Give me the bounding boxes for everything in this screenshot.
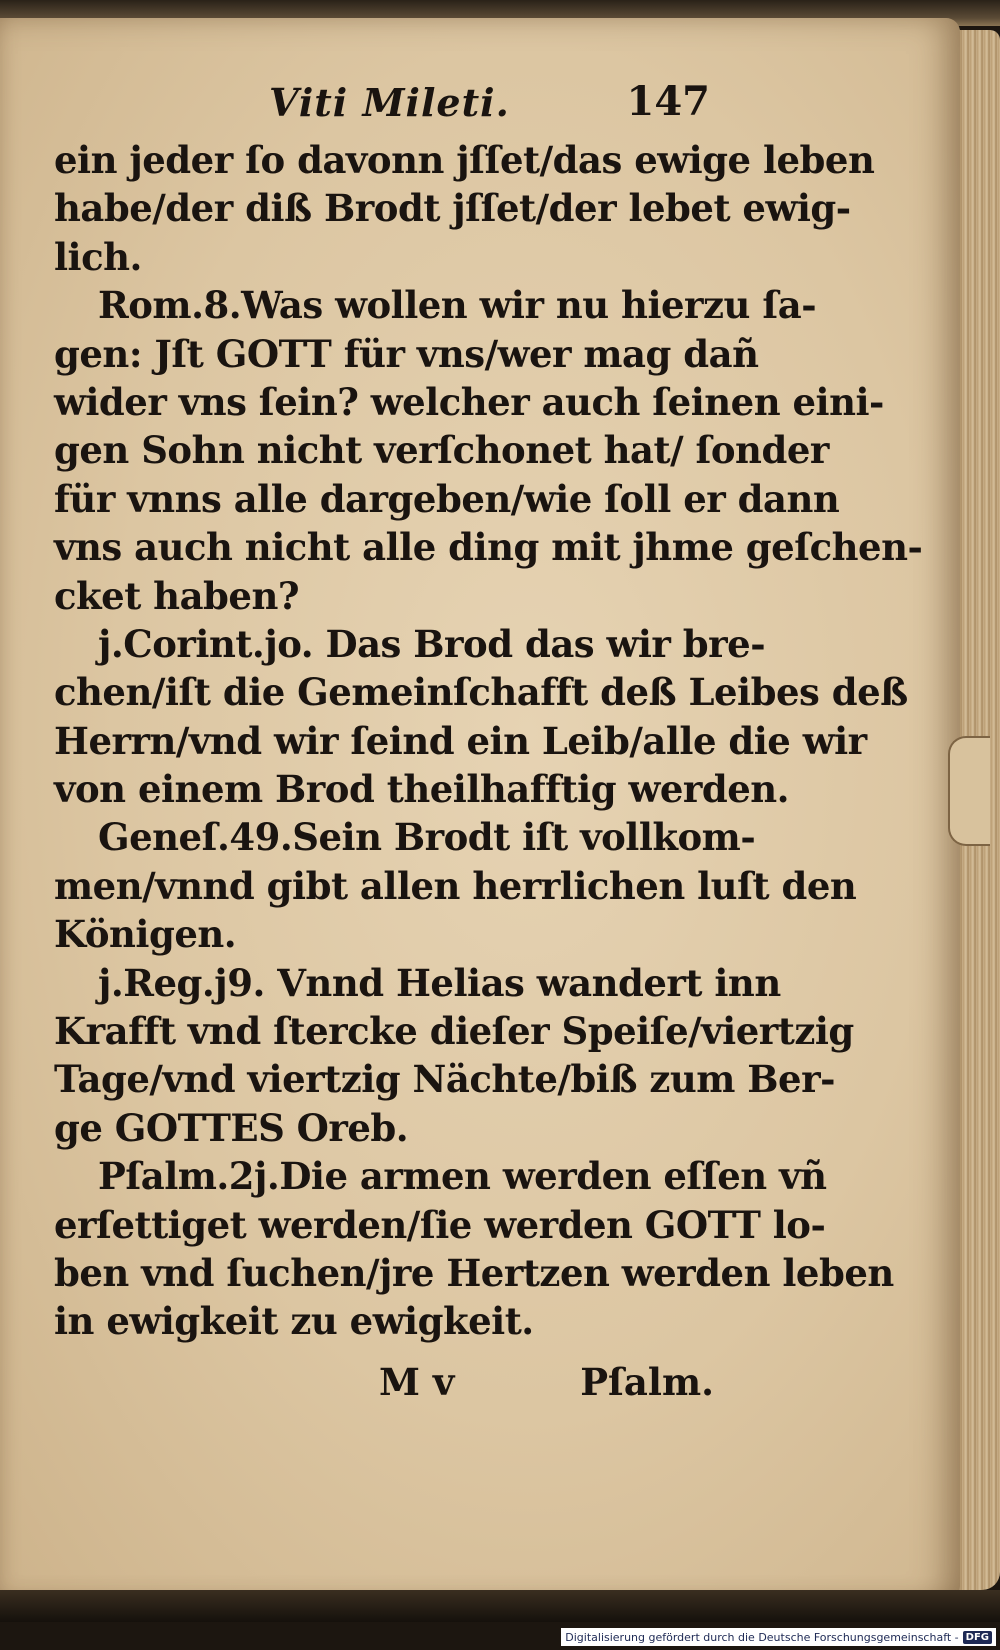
text-line: Rom.8.Was wollen wir nu hierzu ſa-: [98, 283, 817, 328]
text-line: habe/der diß Brodt jſſet/der lebet ewig-: [54, 186, 851, 231]
body-text: [54, 136, 923, 1346]
text-line: j.Corint.jo. Das Brod das wir bre-: [98, 621, 766, 666]
text-line: chen/iſt die Gemeinſchafft deß Leibes deß: [54, 670, 908, 715]
text-line: Herrn/vnd wir ſeind ein Leib/alle die wir: [54, 718, 867, 763]
text-line: gen Sohn nicht verſchonet hat/ ſonder: [54, 428, 829, 473]
credit-text: Digitalisierung gefördert durch die Deutsche Forschungsgemeinschaft -: [565, 1630, 959, 1644]
signature-mark: M v: [379, 1359, 455, 1404]
text-line: Geneſ.49.Sein Brodt iſt vollkom-: [98, 815, 756, 860]
text-line: ben vnd ſuchen/jre Hertzen werden leben: [54, 1250, 894, 1295]
page-header: [54, 76, 724, 136]
catchword: Pſalm.: [580, 1359, 714, 1404]
digitization-credit: [561, 1628, 996, 1646]
text-line: ein jeder ſo davonn jſſet/das ewige leben: [54, 138, 875, 182]
text-line: men/vnnd gibt allen herrlichen luſt den: [54, 863, 857, 908]
text-block: [54, 76, 923, 1414]
text-line: j.Reg.j9. Vnnd Helias wandert inn: [98, 960, 781, 1005]
text-line: gen: Jſt GOTT für vns/wer mag dañ: [54, 331, 759, 376]
text-line: in ewigkeit zu ewigkeit.: [54, 1299, 534, 1344]
page-footer: [54, 1354, 724, 1414]
dfg-logo: DFG: [963, 1631, 992, 1644]
text-line: Pſalm.2j.Die armen werden eſſen vñ: [98, 1154, 827, 1199]
text-line: lich.: [54, 234, 142, 279]
text-line: vns auch nicht alle ding mit jhme geſchen-: [54, 525, 923, 570]
text-line: Tage/vnd viertzig Nächte/biß zum Ber-: [54, 1057, 835, 1102]
text-line: wider vns ſein? welcher auch ſeinen eini-: [54, 379, 884, 424]
text-line: ge GOTTES Oreb.: [54, 1105, 409, 1150]
running-head: Viti Mileti.: [269, 80, 510, 125]
text-line: Königen.: [54, 912, 237, 957]
text-line: cket haben?: [54, 573, 300, 618]
text-line: für vnns alle dargeben/wie ſoll er dann: [54, 476, 840, 521]
text-line: Krafft vnd ſtercke dieſer Speiſe/viertzig: [54, 1009, 854, 1054]
bottom-shadow: [0, 1590, 1000, 1622]
page-number: 147: [626, 78, 710, 125]
text-line: von einem Brod theilhafftig werden.: [54, 767, 790, 812]
text-line: erſettiget werden/ſie werden GOTT lo-: [54, 1202, 826, 1247]
page-tab-marker: [948, 736, 990, 846]
